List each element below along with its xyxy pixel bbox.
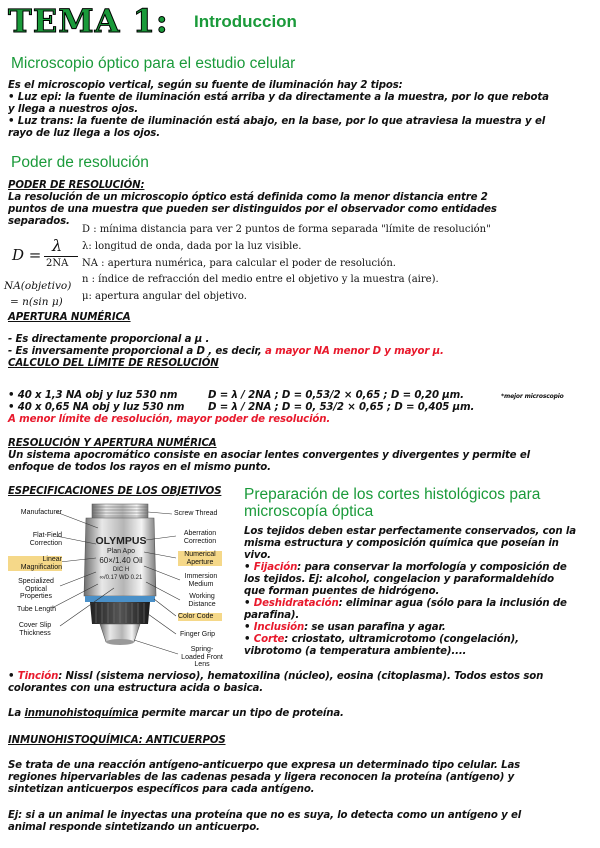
text-line: puntos de una muestra que pueden ser distinguidos por el observador como entidades [8, 204, 497, 215]
resolucion-text [8, 180, 598, 228]
definition-item: D : mínima distancia para ver 2 puntos de forma separada "límite de resolución" [82, 224, 491, 235]
na-line: NA(objetivo) [4, 280, 72, 292]
apertura-block [8, 312, 598, 370]
text-line: que forman puentes de hidrógeno. [244, 586, 440, 597]
text-line: Un sistema apocromático consiste en asociar lentes convergentes y divergentes y permite el [8, 450, 530, 461]
tema-title: TEMA 1: [8, 2, 169, 40]
spacer [8, 324, 598, 334]
label-tube-length: Tube Length [16, 606, 56, 613]
text-line: Es el microscopio vertical, según su fuente de iluminación hay 2 tipos: [8, 80, 403, 91]
text-line: parafina). [244, 610, 300, 621]
text-line: animal responde sintetizando un anticuerpo. [8, 822, 260, 833]
inmuno-paragraph [8, 760, 598, 796]
calculo-conclusion: A menor límite de resolución, mayor poder de resolución. [8, 414, 331, 425]
list-item: • Deshidratación: eliminar agua (sólo para la inclusión de [244, 598, 567, 609]
tema-subtitle: Introduccion [194, 12, 297, 31]
lens-line: ∞/0.17 WD 0.21 [99, 575, 143, 581]
list-item: • Fijación: para conservar la morfología y composición de [244, 562, 567, 573]
text-line: vibrotomo (a temperatura ambiente).... [244, 646, 467, 657]
definition-item: μ: apertura angular del objetivo. [82, 291, 247, 303]
calc-label: • 40 x 0,65 NA obj y luz 530 nm [8, 402, 185, 413]
formula-denominator: 2NA [46, 258, 69, 269]
text-line: colorantes con una estructura acida o basica. [8, 683, 263, 694]
text-line: • Luz trans: la fuente de iluminación está abajo, en la base, por lo que atraviesa la muestra y el [8, 116, 546, 127]
label-cover-slip: Cover Slip Thickness [18, 622, 52, 637]
inmuno-example [8, 810, 598, 834]
definition-item: NA : apertura numérica, para calcular el poder de resolución. [82, 257, 396, 269]
text-line: Los tejidos deben estar perfectamente conservados, con la [244, 526, 576, 537]
section-title-preparacion: Preparación de los cortes histológicos para microscopía óptica [244, 486, 541, 520]
red-text: Tinción [17, 671, 59, 682]
calc-formula: D = λ / 2NA ; D = 0,53/2 × 0,65 ; D = 0,20 μm. [208, 390, 464, 401]
text-line: La resolución de un microscopio óptico está definida como la menor distancia entre 2 [8, 192, 488, 203]
text-span: : Nissl (sistema nervioso), hematoxilina (núcleo), eosina (citoplasma). Todos estos son [58, 671, 544, 682]
definition-item: n : índice de refracción del medio entre el objetivo y la muestra (aire). [82, 274, 439, 286]
subheading: RESOLUCIÓN Y APERTURA NUMÉRICA [8, 438, 217, 449]
label-numerical-aperture: Numerical Aperture [178, 551, 222, 566]
section-title-resolucion: Poder de resolución [11, 154, 149, 171]
formula-numerator: λ [52, 236, 63, 255]
text-span: : se usan parafina y agar. [304, 622, 446, 633]
na-line: = n(sin μ) [10, 296, 63, 308]
definition-item: λ: longitud de onda, dada por la luz visible. [82, 240, 302, 252]
calc-note: *mejor microscopio [501, 393, 564, 400]
text-line: vivo. [244, 550, 271, 561]
subheading-inmuno: INMUNOHISTOQUÍMICA: ANTICUERPOS [8, 735, 226, 746]
label-manufacturer: Manufacturer [20, 509, 62, 516]
label-specialized-optical: Specialized Optical Properties [18, 578, 54, 600]
resolution-formula [12, 236, 84, 274]
text-span: La [8, 708, 25, 719]
text-line: regiones hipervariables de las cadenas pesada y ligera reconocen la proteína (antígeno) y [8, 772, 515, 783]
red-text: Deshidratación [253, 598, 339, 609]
formula-lhs: D = [12, 246, 42, 264]
text-line: enfoque de todos los rayos en el mismo punto. [8, 462, 271, 473]
definitions-list [82, 222, 491, 306]
tincion-text [8, 671, 598, 695]
inmuno-intro [8, 708, 598, 720]
preparacion-text [244, 526, 598, 658]
label-aberration: Aberration Correction [183, 530, 217, 545]
label-working-distance: Working Distance [188, 593, 216, 608]
subheading: PODER DE RESOLUCIÓN: [8, 180, 145, 191]
text-span: : eliminar agua (sólo para la inclusión de [338, 598, 567, 609]
resapert-block [8, 438, 598, 474]
text-span: : criostato, ultramicrotomo (congelación), [284, 634, 519, 645]
calculo-row-2 [8, 402, 598, 414]
text-line: y llega a nuestros ojos. [8, 104, 139, 115]
text-span: : para conservar la morfología y composición de [297, 562, 567, 573]
microscopio-text [8, 80, 598, 140]
na-formula [4, 278, 71, 310]
fraction-bar [44, 256, 78, 257]
objective-diagram [6, 500, 234, 668]
text-line: los tejidos. Ej: alcohol, congelacion y paraformaldehído [244, 574, 554, 585]
calc-formula: D = λ / 2NA ; D = 0, 53/2 × 0,65 ; D = 0,405 μm. [208, 402, 475, 413]
page-header [8, 2, 598, 42]
red-text: Fijación [253, 562, 298, 573]
label-linear-magnification: Linear Magnification [8, 556, 62, 571]
red-text: Inclusión [253, 622, 305, 633]
subheading: CALCULO DEL LÍMITE DE RESOLUCIÓN [8, 358, 219, 369]
text-span: - Es inversamente proporcional a D , es decir, [8, 346, 266, 357]
text-line [8, 346, 598, 358]
section-title-microscopio: Microscopio óptico para el estudio celular [11, 55, 296, 72]
list-item: • Tinción: Nissl (sistema nervioso), hematoxilina (núcleo), eosina (citoplasma). Todos estos son [8, 671, 544, 682]
text-line: - Es directamente proporcional a μ . [8, 334, 210, 345]
text-line: separados. [8, 216, 70, 227]
lens-line: Plan Apo [106, 548, 136, 555]
text-line: rayo de luz llega a los ojos. [8, 128, 160, 139]
lens-line: DIC H [112, 567, 130, 573]
text-line: misma estructura y composición química que poseían in [244, 538, 559, 549]
label-screw-thread: Screw Thread [174, 510, 218, 517]
red-text: Corte [253, 634, 285, 645]
label-flat-field: Flat-Field Correction [29, 532, 62, 547]
red-text: a mayor NA menor D y mayor μ. [265, 346, 444, 357]
underlined-text: inmunohistoquímica [24, 708, 139, 719]
label-color-code: Color Code [178, 613, 222, 621]
lens-engraving [86, 536, 156, 582]
calculo-row-1 [8, 390, 598, 402]
calc-label: • 40 x 1,3 NA obj y luz 530 nm [8, 390, 178, 401]
text-line [8, 708, 598, 720]
lens-brand: OLYMPUS [95, 535, 147, 547]
lens-line: 60×/1.40 Oil [99, 556, 143, 565]
label-finger-grip: Finger Grip [180, 631, 216, 638]
text-line: • Luz epi: la fuente de iluminación está arriba y da directamente a la muestra, por lo que rebota [8, 92, 549, 103]
text-line: sintetizan anticuerpos específicos para cada antígeno. [8, 784, 315, 795]
subheading-especificaciones: ESPECIFICACIONES DE LOS OBJETIVOS [8, 486, 222, 497]
text-line: Se trata de una reacción antígeno-anticuerpo que expresa un determinado tipo celular. Las [8, 760, 521, 771]
label-spring-loaded: Spring-Loaded Front Lens [181, 646, 223, 668]
list-item: • Corte: criostato, ultramicrotomo (congelación), [244, 634, 519, 645]
label-immersion-medium: Immersion Medium [184, 573, 218, 588]
list-item: • Inclusión: se usan parafina y agar. [244, 622, 446, 633]
subheading: APERTURA NUMÉRICA [8, 312, 131, 323]
text-line: Ej: si a un animal le inyectas una proteína que no es suya, lo detecta como un antígeno y el [8, 810, 522, 821]
text-span: permite marcar un tipo de proteína. [138, 708, 344, 719]
